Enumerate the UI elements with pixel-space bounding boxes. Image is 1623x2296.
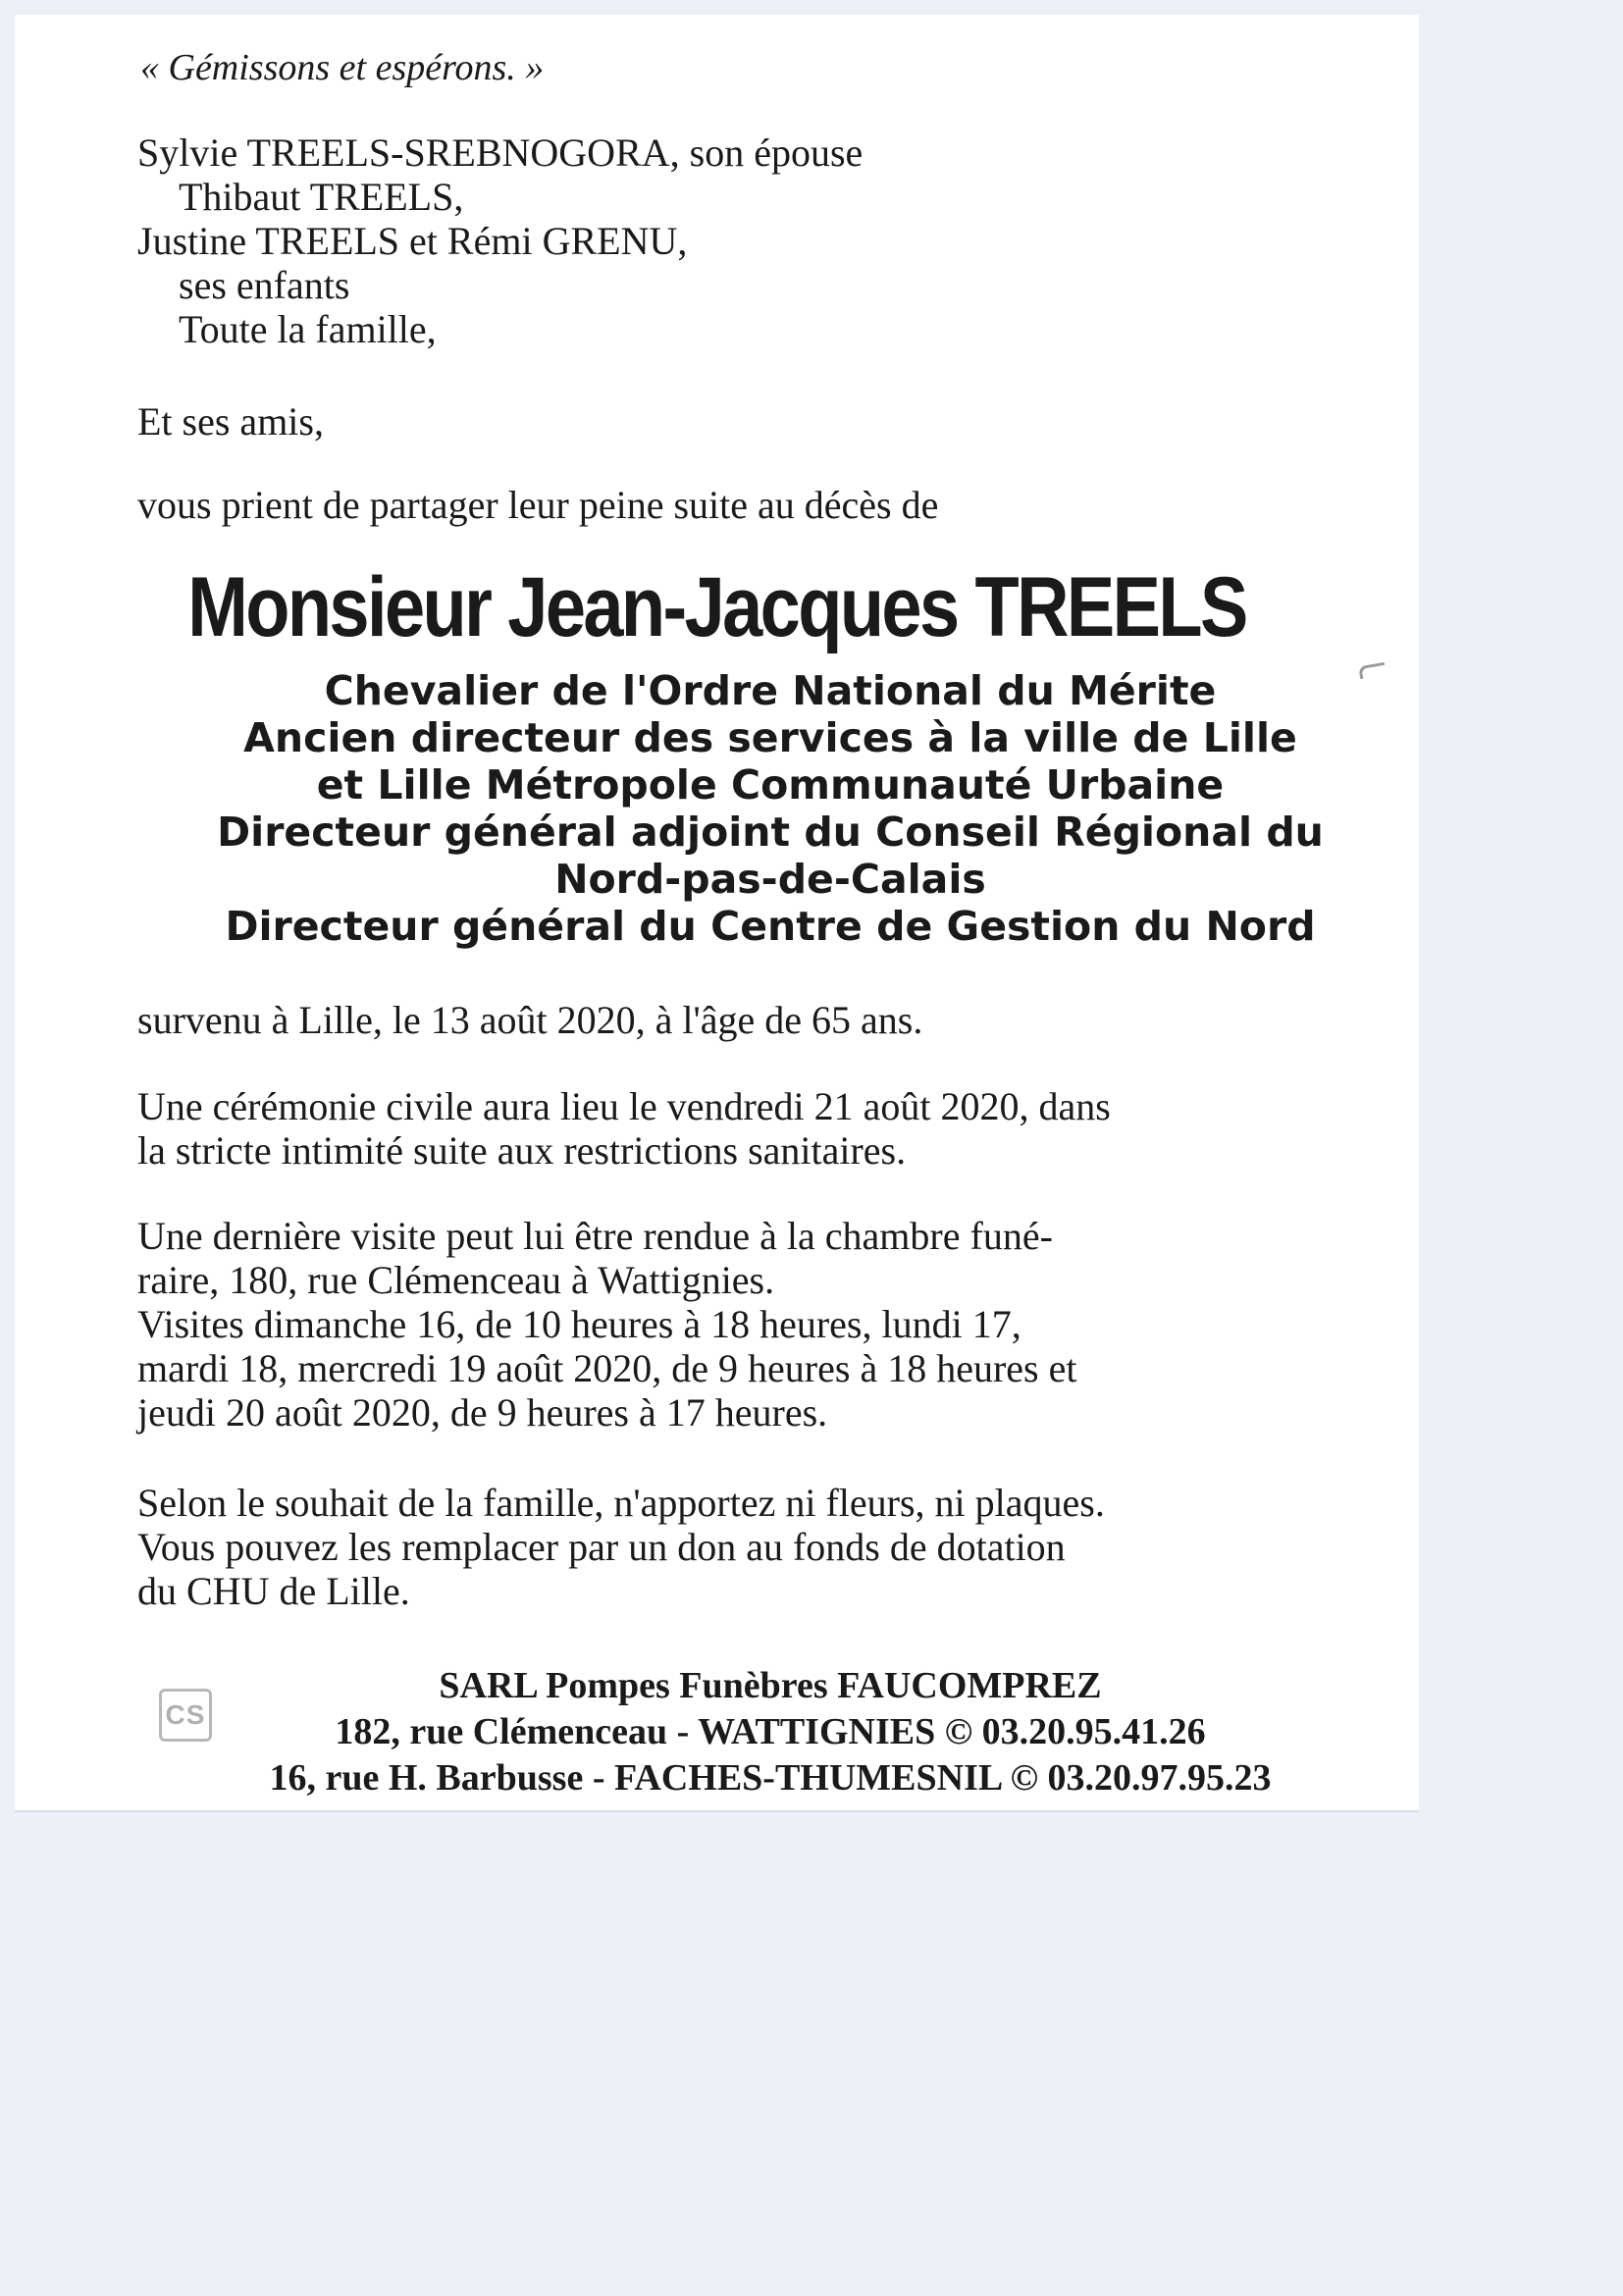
funeral-home-address: 182, rue Clémenceau - WATTIGNIES © 03.20.95.41.26 — [335, 1711, 1206, 1752]
funeral-home-name: SARL Pompes Funèbres FAUCOMPREZ — [439, 1665, 1102, 1706]
visit-line: Visites dimanche 16, de 10 heures à 18 heures, lundi 17, — [137, 1302, 1021, 1346]
family-line: Justine TREELS et Rémi GRENU, — [137, 219, 688, 263]
visit-line: jeudi 20 août 2020, de 9 heures à 17 heures. — [137, 1390, 828, 1435]
visit-line: Une dernière visite peut lui être rendue à la chambre funé- — [137, 1214, 1053, 1258]
ceremony-line: la stricte intimité suite aux restrictions sanitaires. — [137, 1128, 907, 1173]
title-line: Nord-pas-de-Calais — [554, 856, 986, 903]
family-line: ses enfants — [179, 263, 350, 307]
ceremony-paragraph — [137, 1084, 1111, 1173]
wishes-line: du CHU de Lille. — [137, 1569, 410, 1613]
title-line: Ancien directeur des services à la ville de Lille — [243, 714, 1297, 761]
title-line: et Lille Métropole Communauté Urbaine — [316, 761, 1225, 809]
visit-line: raire, 180, rue Clémenceau à Wattignies. — [137, 1258, 775, 1302]
family-line: Toute la famille, — [179, 307, 437, 351]
epigraph: « Gémissons et espérons. » — [140, 47, 545, 88]
scanner-logo-icon: CS — [159, 1689, 212, 1742]
title-line: Directeur général du Centre de Gestion du Nord — [225, 903, 1316, 950]
family-list — [137, 130, 863, 351]
honorific-titles — [15, 667, 1526, 950]
visit-line: mardi 18, mercredi 19 août 2020, de 9 heures à 18 heures et — [137, 1346, 1077, 1390]
family-line: Thibaut TREELS, — [179, 175, 464, 219]
deceased-name: Monsieur Jean-Jacques TREELS — [187, 560, 1246, 654]
friends-text: Et ses amis, — [137, 399, 324, 444]
scan-edge — [15, 1810, 1419, 1812]
wishes-paragraph — [137, 1481, 1105, 1613]
funeral-home-address: 16, rue H. Barbusse - FACHES-THUMESNIL © 03.20.97.95.23 — [269, 1757, 1272, 1799]
friends-line — [137, 399, 324, 444]
title-line: Directeur général adjoint du Conseil Régional du — [217, 809, 1324, 856]
wishes-line: Selon le souhait de la famille, n'apportez ni fleurs, ni plaques. — [137, 1481, 1105, 1525]
intro-line — [137, 483, 938, 527]
title-line: Chevalier de l'Ordre National du Mérite — [324, 667, 1217, 714]
obituary-page — [15, 15, 1419, 1810]
intro-text: vous prient de partager leur peine suite au décès de — [137, 483, 939, 527]
death-notice-text: survenu à Lille, le 13 août 2020, à l'âge de 65 ans. — [137, 998, 923, 1042]
ceremony-line: Une cérémonie civile aura lieu le vendredi 21 août 2020, dans — [137, 1084, 1111, 1128]
wishes-line: Vous pouvez les remplacer par un don au fonds de dotation — [137, 1525, 1066, 1569]
death-notice — [137, 998, 922, 1042]
visit-paragraph — [137, 1214, 1076, 1435]
funeral-home — [15, 1663, 1526, 1801]
family-line: Sylvie TREELS-SREBNOGORA, son épouse — [137, 130, 864, 175]
